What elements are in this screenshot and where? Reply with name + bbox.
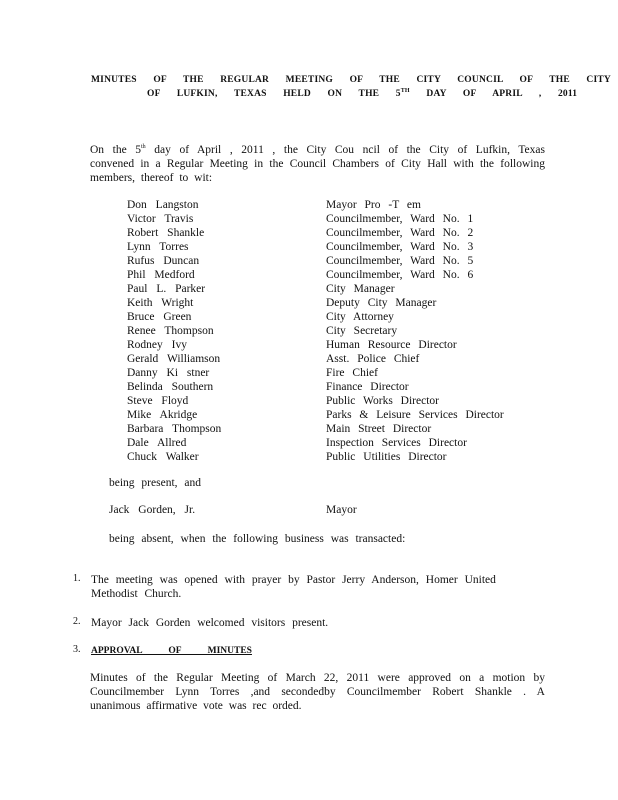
member-row <box>127 436 547 450</box>
member-title: City Secretary <box>326 325 398 337</box>
member-title: Deputy City Manager <box>326 297 437 309</box>
member-name: Chuck Walker <box>127 451 199 463</box>
document-title-line-1: MINUTES OF THE REGULAR MEETING OF THE CITY COUNCIL OF THE CITY <box>91 75 611 85</box>
member-title: Main Street Director <box>326 423 432 435</box>
member-title: Councilmember, Ward No. 5 <box>326 255 474 267</box>
agenda-item-heading: APPROVAL OF MINUTES <box>91 646 252 656</box>
member-row <box>127 408 547 422</box>
member-title: Fire Chief <box>326 367 378 379</box>
member-name: Don Langston <box>127 199 199 211</box>
member-row <box>127 366 547 380</box>
member-title: Asst. Police Chief <box>326 353 420 365</box>
member-title: Mayor Pro -T em <box>326 199 421 211</box>
member-row <box>127 450 547 464</box>
member-name: Victor Travis <box>127 213 194 225</box>
member-title: City Manager <box>326 283 395 295</box>
agenda-item-text: Mayor Jack Gorden welcomed visitors present. <box>91 617 329 629</box>
member-title: Finance Director <box>326 381 409 393</box>
member-row <box>127 212 547 226</box>
member-row <box>127 254 547 268</box>
agenda-item-text: The meeting was opened with prayer by Pastor Jerry Anderson, Homer United Methodist Church. <box>91 574 496 600</box>
member-title: Public Utilities Director <box>326 451 447 463</box>
member-row <box>127 352 547 366</box>
member-row <box>127 282 547 296</box>
document-title-line-2 <box>147 89 577 99</box>
member-name: Steve Floyd <box>127 395 189 407</box>
member-row <box>127 240 547 254</box>
member-name: Lynn Torres <box>127 241 189 253</box>
member-title: Parks & Leisure Services Director <box>326 409 504 421</box>
member-title: Councilmember, Ward No. 6 <box>326 269 474 281</box>
member-row <box>127 198 547 212</box>
member-name: Belinda Southern <box>127 381 214 393</box>
intro-sup: th <box>141 144 146 151</box>
member-row <box>127 268 547 282</box>
member-title: Inspection Services Director <box>326 437 467 449</box>
absent-text: being absent, when the following business was transacted: <box>109 533 406 545</box>
intro-pre: On the 5 <box>90 144 142 156</box>
member-name: Gerald Williamson <box>127 353 221 365</box>
member-row <box>127 338 547 352</box>
member-name: Danny Ki stner <box>127 367 210 379</box>
agenda-item-number: 3. <box>73 644 81 655</box>
member-name: Rufus Duncan <box>127 255 200 267</box>
member-name: Bruce Green <box>127 311 192 323</box>
member-name: Phil Medford <box>127 269 195 281</box>
member-name: Keith Wright <box>127 297 194 309</box>
member-title: Public Works Director <box>326 395 439 407</box>
member-name: Dale Allred <box>127 437 187 449</box>
member-row <box>127 226 547 240</box>
member-row <box>127 310 547 324</box>
intro-post: day of April , 2011 , the City Cou ncil of the City of Lufkin, Texas convened in a Regular Meeting in the Council Chambers of City Hall with the following members, thereof to wit: <box>90 144 545 184</box>
member-title: Human Resource Director <box>326 339 457 351</box>
members-list <box>127 198 547 464</box>
member-row <box>127 422 547 436</box>
member-name: Barbara Thompson <box>127 423 222 435</box>
member-name: Renee Thompson <box>127 325 214 337</box>
agenda-item-number: 1. <box>73 573 81 584</box>
title-line-2-post: DAY OF APRIL , 2011 <box>426 89 578 99</box>
member-title: Councilmember, Ward No. 3 <box>326 241 474 253</box>
absent-member-title: Mayor <box>326 504 357 516</box>
title-line-2-sup: TH <box>400 87 410 94</box>
absent-member-name: Jack Gorden, Jr. <box>109 504 196 516</box>
minutes-approval-paragraph: Minutes of the Regular Meeting of March 22, 2011 were approved on a motion by Councilmember Lynn Torres ,and secondedby Councilmember Robert Shankle . A unanimous affirmative vote was rec orded. <box>90 672 545 712</box>
member-row <box>127 380 547 394</box>
member-title: Councilmember, Ward No. 2 <box>326 227 474 239</box>
title-line-2-pre: OF LUFKIN, TEXAS HELD ON THE 5 <box>147 89 401 99</box>
member-title: Councilmember, Ward No. 1 <box>326 213 474 225</box>
intro-paragraph <box>90 143 545 185</box>
member-row <box>127 394 547 408</box>
member-name: Mike Akridge <box>127 409 198 421</box>
member-name: Robert Shankle <box>127 227 205 239</box>
member-title: City Attorney <box>326 311 394 323</box>
member-name: Rodney Ivy <box>127 339 187 351</box>
agenda-item-number: 2. <box>73 616 81 627</box>
absent-member-row <box>109 504 529 518</box>
present-text: being present, and <box>109 477 201 489</box>
member-name: Paul L. Parker <box>127 283 206 295</box>
member-row <box>127 324 547 338</box>
member-row <box>127 296 547 310</box>
